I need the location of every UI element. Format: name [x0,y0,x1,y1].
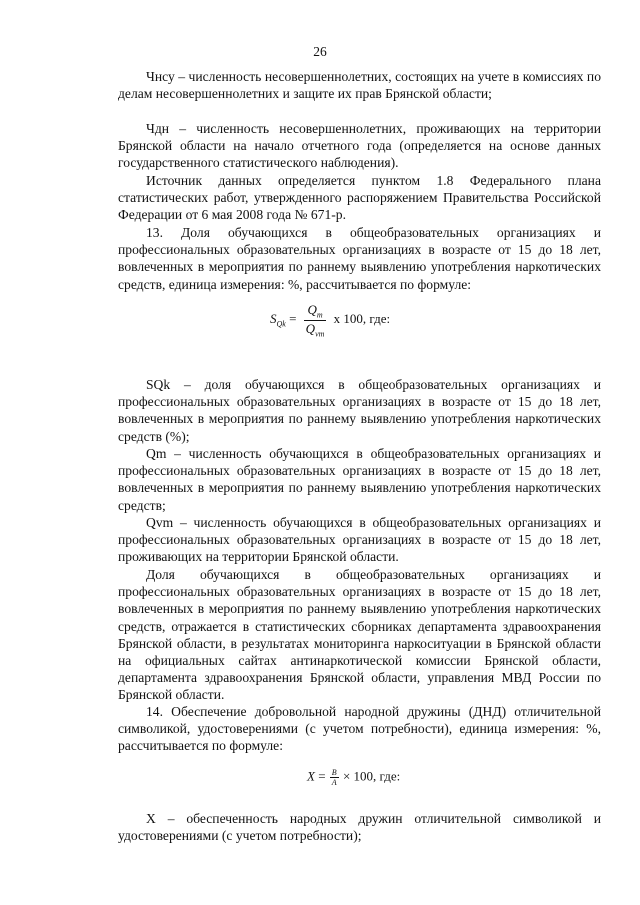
formula-sqk-tail: x 100, где: [333,311,391,327]
formula-sqk-lhs: S [270,311,277,327]
formula-x-equals: = [318,768,326,784]
paragraph-chnsu: Чнсу – численность несовершеннолетних, состоящих на учете в комиссиях по делам несовершеннолетних и защите их прав Брянской области; [118,69,601,102]
paragraph-chdn: Чдн – численность несовершеннолетних, проживающих на территории Брянской области на начало отчетного года (определяется на основе данных государственного статистического наблюдения). [118,121,601,171]
formula-sqk-numerator: $Q_m$ [304,302,327,321]
formula-x-lhs: X [307,768,315,784]
paragraph-share-reporting: Доля обучающихся в общеобразовательных организациях и профессиональных образовательных организациях в возрасте от 15 до 18 лет, вовлеченных в мероприятия по раннему выявлению употребления наркотических средств, отражается в статистических сборниках департамента здравоохранения Брянской области, в результатах мониторинга наркоситуации в Брянской области на официальных сайтах антинаркотической комиссии Брянской области, департамента здравоохранения Брянской области, управления МВД России по Брянской области. [118,567,601,703]
paragraph-qvm-definition: Qvm – численность обучающихся в общеобразовательных организациях и профессиональных образовательных организациях в возрасте от 15 до 18 лет, проживающих на территории Брянской области. [118,515,601,565]
paragraph-qm-definition: Qm – численность обучающихся в общеобразовательных организациях и профессиональных образовательных организациях в возрасте от 15 до 18 лет, вовлеченных в мероприятия по раннему выявлению употребления наркотических средств; [118,446,601,513]
formula-sqk-fraction [304,302,327,338]
paragraph-item-13: 13. Доля обучающихся в общеобразовательных организациях и профессиональных образовательных организациях в возрасте от 15 до 18 лет, вовлеченных в мероприятия по раннему выявлению употребления наркотических средств, единица измерения: %, рассчитывается по формуле: [118,225,601,292]
formula-x [307,768,400,787]
formula-sqk-lhs-sub: Qk [276,319,286,329]
formula-x-numerator: B [331,768,337,777]
formula-x-denominator: A [331,778,337,787]
formula-x-tail: × 100, где: [342,768,401,784]
formula-sqk-denominator: $Q_{vm}$ [305,320,325,339]
paragraph-sqk-definition: SQk – доля обучающихся в общеобразовательных организациях и профессиональных образовательных организациях в возрасте от 15 до 18 лет, вовлеченных в мероприятия по раннему выявлению употребления наркотических средств (%); [118,377,601,444]
formula-sqk [270,302,390,338]
page-number: 26 [313,44,327,59]
formula-x-fraction [330,768,339,787]
formula-sqk-equals: = [289,311,297,327]
paragraph-x-definition: Х – обеспеченность народных дружин отличительной символикой и удостоверениями (с учетом потребности); [118,811,601,844]
paragraph-item-14: 14. Обеспечение добровольной народной дружины (ДНД) отличительной символикой, удостоверениями (с учетом потребности), единица измерения: %, рассчитывается по формуле: [118,704,601,754]
paragraph-source: Источник данных определяется пунктом 1.8 Федерального плана статистических работ, утвержденного распоряжением Правительства Российской Федерации от 6 мая 2008 года № 671-р. [118,173,601,223]
